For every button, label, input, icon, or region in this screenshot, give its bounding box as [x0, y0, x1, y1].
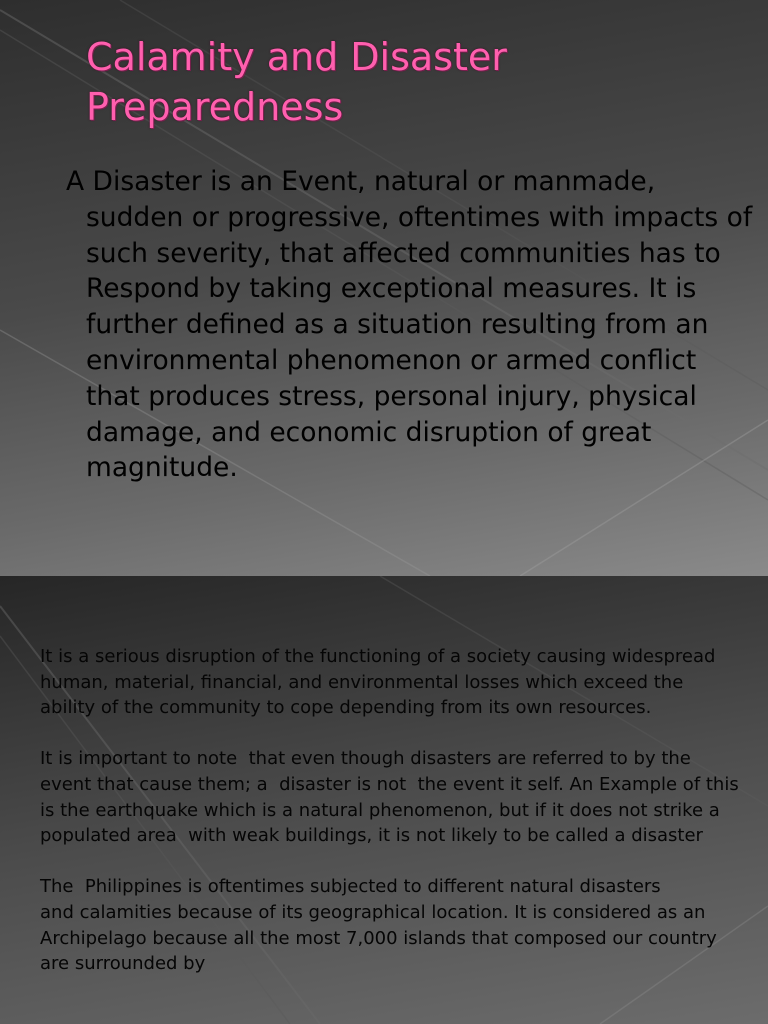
slide-title [86, 32, 507, 132]
slide-title-line-2: Preparedness [86, 85, 344, 129]
paragraph-event-note: It is important to note that even though disasters are referred to by the event that cause them; a disaster is not the event it self. An Example of this is the earthquake which is a natural phenomenon, but if it does not strike a populated area with weak buildings, it is not likely to be called a disaster [40, 748, 745, 847]
disaster-definition-text: A Disaster is an Event, natural or manmade, sudden or progressive, oftentimes with impacts of such severity, that affected communities has to Respond by taking exceptional measures. It is further defined as a situation resulting from an environmental phenomenon or armed conflict that produces stress, personal injury, physical damage, and economic disruption of great magnitude. [66, 166, 753, 484]
slide-2 [0, 576, 768, 1024]
slide-title-line-1: Calamity and Disaster [86, 35, 507, 79]
paragraph-disruption: It is a serious disruption of the functioning of a society causing widespread human, material, financial, and environmental losses which exceed the ability of the community to cope depending from its own resources. [40, 646, 722, 719]
paragraph-philippines: The Philippines is oftentimes subjected to different natural disasters and calamities because of its geographical location. It is considered as an Archipelago because all the most 7,000 islands that composed our country are surrounded by [40, 876, 724, 975]
slide-2-body [40, 644, 745, 1002]
